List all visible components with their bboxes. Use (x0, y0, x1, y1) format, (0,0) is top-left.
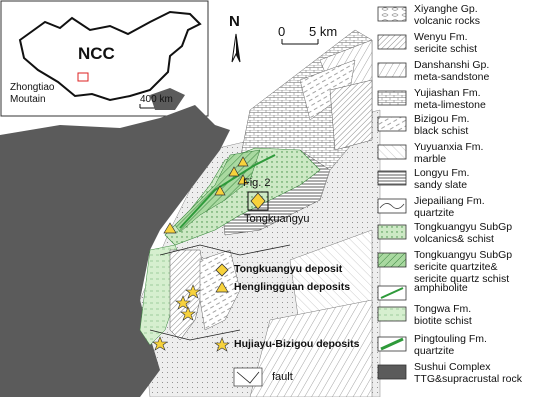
legend-item-label: Longyu Fm. sandy slate (414, 167, 470, 191)
scale-value: 5 km (309, 24, 338, 39)
north-arrow (232, 34, 240, 62)
legend-item (378, 304, 554, 334)
legend-item-label: Tongwa Fm. biotite schist (414, 303, 472, 327)
legend-item-label: Pingtouling Fm. quartzite (414, 333, 487, 357)
legend-item-label: Xiyanghe Gp. volcanic rocks (414, 3, 480, 27)
legend-item-label: Yujiashan Fm. meta-limestone (414, 87, 486, 111)
scale-zero: 0 (278, 24, 286, 39)
legend-item-label: Tongkuangyu SubGp volcanics& schist (414, 221, 513, 245)
town-label: Tongkuangyu (244, 213, 310, 225)
inset-scale-label: 400 km (140, 94, 173, 105)
legend-item (378, 249, 554, 285)
legend-item-label: Danshanshi Gp. meta-sandstone (414, 59, 490, 83)
north-label: N (229, 13, 240, 30)
legend-item (378, 222, 554, 252)
fault-legend-label: fault (272, 371, 293, 383)
legend-item (378, 114, 554, 144)
hujiayu-bizigou-deposits-legend: Hujiayu-Bizigou deposits (234, 338, 360, 350)
legend-item (378, 32, 554, 62)
legend-item (378, 60, 554, 90)
legend-item-label: Tongkuangyu SubGp sericite quartzite& sericite quartz schist (414, 249, 513, 285)
legend-item (378, 4, 554, 34)
tongkuangyu-deposit-legend: Tongkuangyu deposit (234, 263, 343, 275)
inset-place-label-1: Zhongtiao (10, 82, 55, 93)
legend-item-label: Wenyu Fm. sericite schist (414, 31, 478, 55)
legend-item (378, 362, 554, 392)
legend-item-label: Sushui Complex TTG&supracrustal rock (414, 361, 522, 385)
legend-item (378, 168, 554, 198)
legend-item-label: Yuyuanxia Fm. marble (414, 141, 484, 165)
legend-item (378, 334, 554, 364)
fig2-label: Fig. 2 (243, 177, 271, 189)
legend-item-label: amphibolite (414, 282, 468, 294)
inset-place-label-2: Moutain (10, 94, 46, 105)
ncc-label: NCC (78, 44, 115, 63)
henglingguan-deposits-legend: Henglingguan deposits (234, 281, 351, 293)
scale-bar (282, 39, 318, 44)
legend-item-label: Bizigou Fm. black schist (414, 113, 470, 137)
legend-item-label: Jiepailiang Fm. quartzite (414, 195, 485, 219)
